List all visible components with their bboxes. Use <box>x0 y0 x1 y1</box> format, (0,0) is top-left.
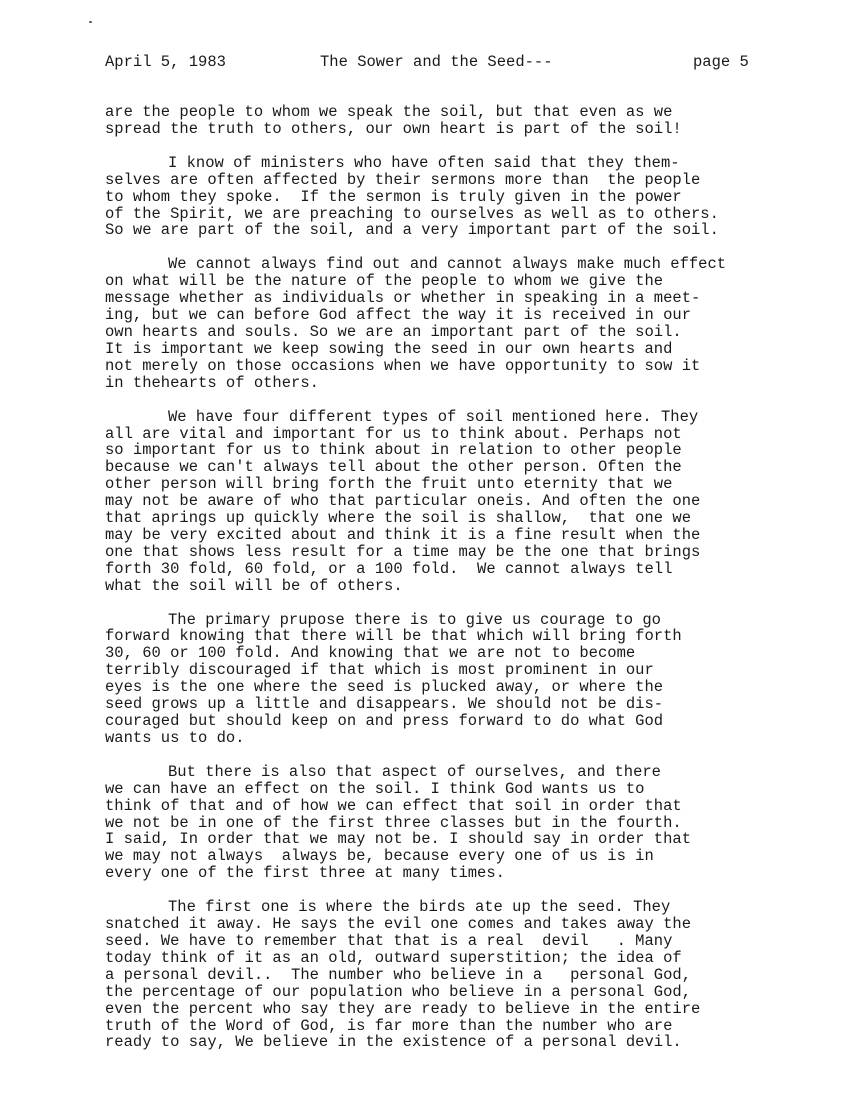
text-line: eyes is the one where the seed is plucked away, or where the <box>105 678 664 697</box>
text-line: to whom they spoke. If the sermon is truly given in the power <box>105 187 682 206</box>
text-line: a personal devil.. The number who believe in a personal God, <box>105 965 691 984</box>
paragraph <box>105 764 805 882</box>
text-line: that aprings up quickly where the soil is shallow, that one we <box>105 509 691 528</box>
text-line: seed grows up a little and disappears. We should not be dis- <box>105 695 664 714</box>
header-date: April 5, 1983 <box>105 53 226 71</box>
text-line: 30, 60 or 100 fold. And knowing that we are not to become <box>105 644 636 663</box>
text-line: because we can't always tell about the other person. Often the <box>105 458 682 477</box>
text-line: But there is also that aspect of ourselves, and there <box>168 762 661 781</box>
paragraph <box>105 612 805 747</box>
text-line: forward knowing that there will be that which will bring forth <box>105 627 682 646</box>
text-line: We cannot always find out and cannot always make much effect <box>168 255 727 274</box>
text-line: It is important we keep sowing the seed in our own hearts and <box>105 339 673 358</box>
header-title: The Sower and the Seed--- <box>320 53 553 71</box>
text-line: couraged but should keep on and press forward to do what God <box>105 712 664 730</box>
text-line: The primary prupose there is to give us courage to go <box>168 610 661 629</box>
text-line: So we are part of the soil, and a very important part of the soil. <box>105 221 719 240</box>
body-text <box>105 104 805 1068</box>
text-line: snatched it away. He says the evil one comes and takes away the <box>105 915 691 934</box>
paragraph <box>105 409 805 595</box>
text-line: wants us to do. <box>105 728 245 747</box>
text-line: even the percent who say they are ready to believe in the entire <box>105 999 701 1018</box>
text-line: think of that and of how we can effect that soil in order that <box>105 796 682 815</box>
text-line: message whether as individuals or whether in speaking in a meet- <box>105 289 701 308</box>
text-line: I know of ministers who have often said that they them- <box>168 153 680 172</box>
text-line: may not be aware of who that particular oneis. And often the one <box>105 492 701 511</box>
text-line: selves are often affected by their sermons more than the people <box>105 170 701 189</box>
text-line: forth 30 fold, 60 fold, or a 100 fold. We cannot always tell <box>105 559 673 578</box>
text-line: I said, In order that we may not be. I should say in order that <box>105 830 691 849</box>
scan-speck <box>89 21 92 23</box>
text-line: one that shows less result for a time may be the one that brings <box>105 542 701 561</box>
text-line: The first one is where the birds ate up the seed. They <box>168 898 671 917</box>
paragraph <box>105 104 805 138</box>
paragraph <box>105 256 805 391</box>
text-line: ing, but we can before God affect the way it is received in our <box>105 306 691 325</box>
text-line: own hearts and souls. So we are an important part of the soil. <box>105 322 682 341</box>
text-line: truth of the Word of God, is far more than the number who are <box>105 1016 673 1035</box>
text-line: on what will be the nature of the people to whom we give the <box>105 272 664 291</box>
text-line: today think of it as an old, outward superstition; the idea of <box>105 948 682 967</box>
text-line: other person will bring forth the fruit unto eternity that we <box>105 475 673 494</box>
paragraph <box>105 899 805 1051</box>
text-line: ready to say, We believe in the existence of a personal devil. <box>105 1033 682 1052</box>
text-line: of the Spirit, we are preaching to ourselves as well as to others. <box>105 204 719 223</box>
text-line: are the people to whom we speak the soil, but that even as we <box>105 103 673 121</box>
text-line: not merely on those occasions when we have opportunity to sow it <box>105 356 701 375</box>
text-line: terribly discouraged if that which is most prominent in our <box>105 661 654 680</box>
header-page-number: page 5 <box>693 53 749 71</box>
paragraph <box>105 155 805 240</box>
text-line: spread the truth to others, our own heart is part of the soil! <box>105 119 682 138</box>
text-line: every one of the first three at many times. <box>105 864 505 883</box>
text-line: in thehearts of others. <box>105 373 319 392</box>
text-line: so important for us to think about in relation to other people <box>105 441 682 460</box>
text-line: we may not always always be, because every one of us is in <box>105 847 654 866</box>
text-line: We have four different types of soil mentioned here. They <box>168 407 699 426</box>
page-header <box>0 52 850 72</box>
text-line: what the soil will be of others. <box>105 576 403 595</box>
text-line: all are vital and important for us to think about. Perhaps not <box>105 424 682 443</box>
text-line: the percentage of our population who believe in a personal God, <box>105 982 691 1001</box>
text-line: we not be in one of the first three classes but in the fourth. <box>105 813 682 832</box>
text-line: we can have an effect on the soil. I think God wants us to <box>105 779 645 798</box>
text-line: seed. We have to remember that that is a real devil . Many <box>105 931 673 950</box>
text-line: may be very excited about and think it is a fine result when the <box>105 525 701 544</box>
